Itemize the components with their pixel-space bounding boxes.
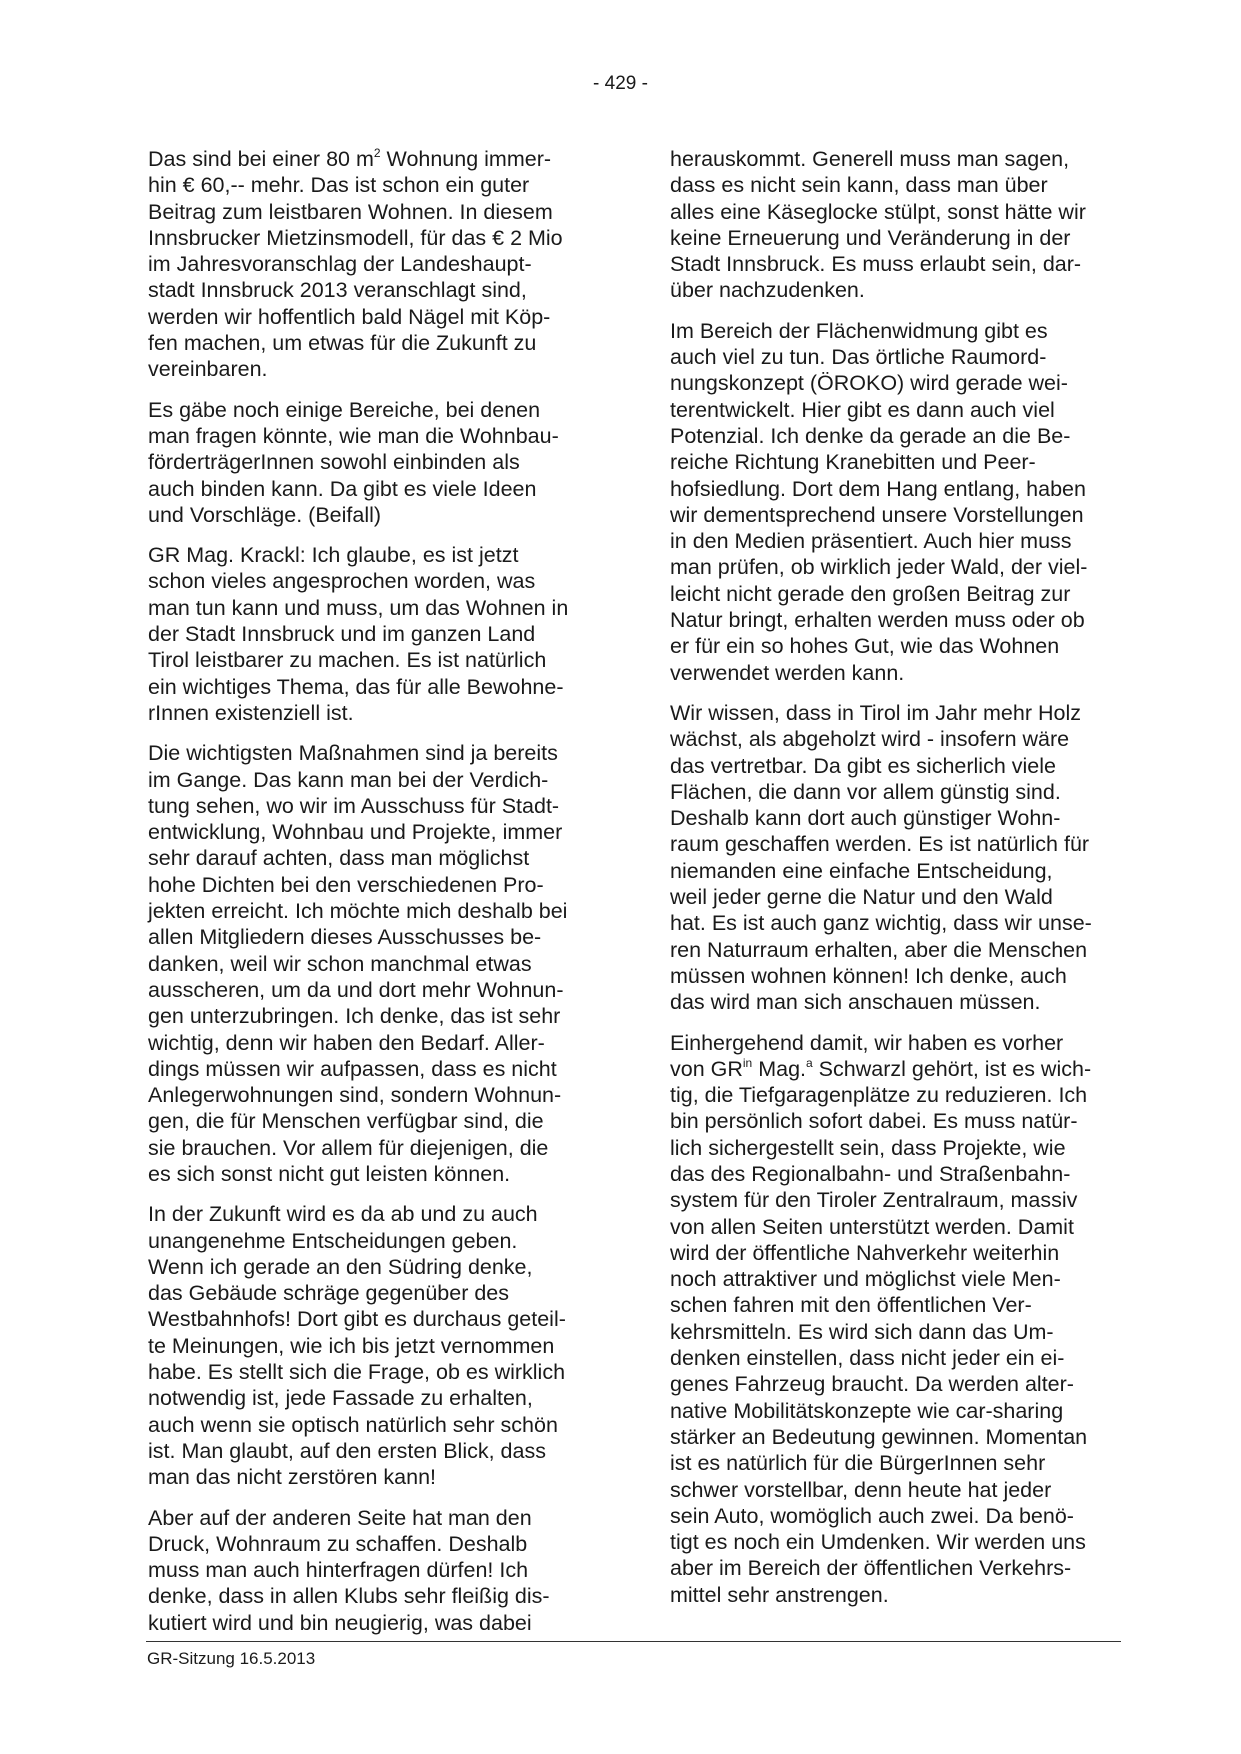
text-segment: das des Regionalbahn- und Straßenbahn-	[670, 1161, 1071, 1186]
text-segment: auch viel zu tun. Das örtliche Raumord-	[670, 345, 1047, 370]
text-line	[148, 647, 612, 673]
paragraph	[148, 740, 612, 1187]
text-segment: genes Fahrzeug braucht. Da werden alter-	[670, 1372, 1074, 1397]
text-line	[670, 805, 1132, 831]
text-segment: Es gäbe noch einige Bereiche, bei denen	[148, 397, 541, 422]
text-segment: unangenehme Entscheidungen geben.	[148, 1228, 518, 1253]
text-segment: Flächen, die dann vor allem günstig sind.	[670, 779, 1061, 804]
paragraph	[148, 542, 612, 726]
text-line	[670, 1555, 1132, 1581]
paragraph	[148, 1201, 612, 1490]
text-line	[670, 660, 1132, 686]
text-line	[148, 1108, 612, 1134]
text-segment: tung sehen, wo wir im Ausschuss für Stadt-	[148, 793, 560, 818]
text-segment: Wenn ich gerade an den Südring denke,	[148, 1254, 533, 1279]
text-line	[670, 581, 1132, 607]
text-segment: In der Zukunft wird es da ab und zu auch	[148, 1202, 538, 1227]
text-line	[148, 767, 612, 793]
footer-session-date: GR-Sitzung 16.5.2013	[147, 1649, 316, 1668]
text-line	[148, 1306, 612, 1332]
text-segment: verwendet werden kann.	[670, 660, 905, 685]
text-segment: keine Erneuerung und Veränderung in der	[670, 225, 1071, 250]
text-line	[148, 595, 612, 621]
text-line	[670, 1082, 1132, 1108]
text-line	[670, 423, 1132, 449]
text-segment: dass es nicht sein kann, dass man über	[670, 173, 1048, 198]
text-segment: hofsiedlung. Dort dem Hang entlang, haben	[670, 476, 1086, 501]
text-line	[148, 1359, 612, 1385]
text-line	[670, 910, 1132, 936]
text-segment: in den Medien präsentiert. Auch hier muss	[670, 529, 1072, 554]
text-segment: es sich sonst nicht gut leisten können.	[148, 1161, 511, 1186]
text-segment: ist es natürlich für die BürgerInnen sehr	[670, 1451, 1046, 1476]
text-line	[670, 1503, 1132, 1529]
text-segment: Schwarzl gehört, ist es wich-	[812, 1056, 1092, 1081]
text-line	[670, 554, 1132, 580]
text-segment: Mag.	[752, 1056, 807, 1081]
text-line	[148, 793, 612, 819]
text-line	[670, 1240, 1132, 1266]
text-line	[670, 858, 1132, 884]
text-line	[148, 1505, 612, 1531]
text-segment: leicht nicht gerade den großen Beitrag zur	[670, 581, 1071, 606]
text-segment: wichtig, denn wir haben den Bedarf. Aller-	[148, 1030, 545, 1055]
text-line	[148, 476, 612, 502]
text-line	[670, 1056, 1132, 1082]
text-segment: GR Mag. Krackl: Ich glaube, es ist jetzt	[148, 543, 519, 568]
text-segment: ausscheren, um da und dort mehr Wohnun-	[148, 977, 564, 1002]
text-segment: man prüfen, ob wirklich jeder Wald, der viel-	[670, 555, 1088, 580]
text-segment: bin persönlich sofort dabei. Es muss natür-	[670, 1109, 1078, 1134]
text-segment: schen fahren mit den öffentlichen Ver-	[670, 1293, 1032, 1318]
text-line	[670, 318, 1132, 344]
text-line	[148, 1557, 612, 1583]
text-segment: Beitrag zum leistbaren Wohnen. In diesem	[148, 199, 553, 224]
text-line	[670, 937, 1132, 963]
text-line	[148, 1464, 612, 1490]
text-segment: Druck, Wohnraum zu schaffen. Deshalb	[148, 1531, 528, 1556]
text-line	[148, 1030, 612, 1056]
text-line	[670, 1266, 1132, 1292]
text-segment: von GR	[670, 1056, 743, 1081]
text-line	[148, 872, 612, 898]
superscript: a	[806, 1055, 813, 1070]
text-segment: man tun kann und muss, um das Wohnen in	[148, 595, 569, 620]
text-segment: Natur bringt, erhalten werden muss oder ob	[670, 608, 1085, 633]
text-line	[670, 370, 1132, 396]
text-line	[148, 568, 612, 594]
text-segment: wächst, als abgeholzt wird - insofern wäre	[670, 727, 1070, 752]
text-segment: Die wichtigsten Maßnahmen sind ja bereits	[148, 741, 558, 766]
text-line	[670, 963, 1132, 989]
text-line	[148, 356, 612, 382]
text-line	[148, 542, 612, 568]
right-text-column	[670, 146, 1132, 1622]
text-segment: wird der öffentliche Nahverkehr weiterhin	[670, 1240, 1060, 1265]
text-segment: ist. Man glaubt, auf den ersten Blick, dass	[148, 1438, 546, 1463]
text-segment: notwendig ist, jede Fassade zu erhalten,	[148, 1386, 533, 1411]
text-line	[670, 146, 1132, 172]
text-line	[670, 172, 1132, 198]
text-segment: hat. Es ist auch ganz wichtig, dass wir unse-	[670, 911, 1092, 936]
text-segment: ren Naturraum erhalten, aber die Menschen	[670, 937, 1088, 962]
text-line	[670, 502, 1132, 528]
text-line	[670, 277, 1132, 303]
text-line	[670, 989, 1132, 1015]
text-segment: gen unterzubringen. Ich denke, das ist sehr	[148, 1004, 561, 1029]
text-line	[148, 330, 612, 356]
text-line	[670, 397, 1132, 423]
text-line	[148, 1333, 612, 1359]
text-line	[670, 1477, 1132, 1503]
text-segment: entwicklung, Wohnbau und Projekte, immer	[148, 820, 563, 845]
text-line	[148, 1531, 612, 1557]
text-segment: Wir wissen, dass in Tirol im Jahr mehr Holz	[670, 700, 1081, 725]
text-line	[670, 1529, 1132, 1555]
text-segment: Westbahnhofs! Dort gibt es durchaus geteil-	[148, 1307, 566, 1332]
text-segment: raum geschaffen werden. Es ist natürlich für	[670, 832, 1090, 857]
text-segment: denken einstellen, dass nicht jeder ein ei-	[670, 1346, 1065, 1371]
text-line	[148, 621, 612, 647]
left-text-column	[148, 146, 612, 1650]
text-segment: sie brauchen. Vor allem für diejenigen, die	[148, 1135, 549, 1160]
text-segment: alles eine Käseglocke stülpt, sonst hätte wir	[670, 199, 1086, 224]
text-segment: werden wir hoffentlich bald Nägel mit Köp-	[148, 304, 551, 329]
text-segment: lich sichergestellt sein, dass Projekte, wie	[670, 1135, 1066, 1160]
text-segment: förderträgerInnen sowohl einbinden als	[148, 450, 520, 475]
text-segment: schon vieles angesprochen worden, was	[148, 569, 536, 594]
text-segment: rInnen existenziell ist.	[148, 700, 354, 725]
paragraph	[670, 1030, 1132, 1609]
text-line	[670, 831, 1132, 857]
text-line	[670, 1135, 1132, 1161]
text-segment: te Meinungen, wie ich bis jetzt vernommen	[148, 1333, 555, 1358]
text-line	[148, 1201, 612, 1227]
text-line	[670, 726, 1132, 752]
text-segment: tig, die Tiefgaragenplätze zu reduzieren. Ich	[670, 1083, 1088, 1108]
text-segment: reiche Richtung Kranebitten und Peer-	[670, 450, 1036, 475]
text-segment: müssen wohnen können! Ich denke, auch	[670, 963, 1067, 988]
text-segment: der Stadt Innsbruck und im ganzen Land	[148, 622, 536, 647]
text-segment: Tirol leistbarer zu machen. Es ist natürlich	[148, 648, 547, 673]
text-line	[670, 1424, 1132, 1450]
text-line	[148, 819, 612, 845]
text-line	[670, 225, 1132, 251]
text-segment: hohe Dichten bei den verschiedenen Pro-	[148, 872, 544, 897]
text-segment: mittel sehr anstrengen.	[670, 1582, 889, 1607]
text-line	[670, 779, 1132, 805]
superscript: 2	[373, 146, 381, 160]
text-line	[148, 1161, 612, 1187]
text-segment: stadt Innsbruck 2013 veranschlagt sind,	[148, 278, 527, 303]
paragraph	[148, 146, 612, 383]
text-segment: denke, dass in allen Klubs sehr fleißig dis-	[148, 1584, 550, 1609]
text-line	[670, 1292, 1132, 1318]
text-segment: Potenzial. Ich denke da gerade an die Be-	[670, 423, 1071, 448]
text-segment: vereinbaren.	[148, 357, 268, 382]
text-line	[148, 199, 612, 225]
text-line	[148, 951, 612, 977]
text-line	[148, 1610, 612, 1636]
text-segment: Im Bereich der Flächenwidmung gibt es	[670, 318, 1048, 343]
text-segment: gen, die für Menschen verfügbar sind, die	[148, 1109, 544, 1134]
text-line	[148, 1135, 612, 1161]
text-segment: danken, weil wir schon manchmal etwas	[148, 951, 532, 976]
text-line	[148, 740, 612, 766]
text-line	[670, 1371, 1132, 1397]
footer-divider	[146, 1641, 1121, 1642]
text-segment: im Jahresvoranschlag der Landeshaupt-	[148, 252, 532, 277]
text-segment: Innsbrucker Mietzinsmodell, für das € 2 Mio	[148, 225, 563, 250]
text-segment: Anlegerwohnungen sind, sondern Wohnun-	[148, 1083, 562, 1108]
text-line	[670, 700, 1132, 726]
text-line	[148, 251, 612, 277]
text-segment: tigt es noch ein Umdenken. Wir werden uns	[670, 1530, 1086, 1555]
text-line	[148, 1056, 612, 1082]
text-segment: terentwickelt. Hier gibt es dann auch viel	[670, 397, 1055, 422]
text-line	[670, 1398, 1132, 1424]
text-line	[148, 1412, 612, 1438]
text-line	[670, 199, 1132, 225]
text-line	[148, 924, 612, 950]
paragraph	[670, 700, 1132, 1016]
text-line	[148, 1254, 612, 1280]
text-line	[148, 146, 612, 172]
text-line	[670, 476, 1132, 502]
paragraph	[670, 146, 1132, 304]
text-segment: das Gebäude schräge gegenüber des	[148, 1281, 509, 1306]
text-line	[148, 304, 612, 330]
text-segment: über nachzudenken.	[670, 278, 865, 303]
text-line	[148, 977, 612, 1003]
text-segment: das vertretbar. Da gibt es sicherlich viele	[670, 753, 1056, 778]
text-line	[148, 397, 612, 423]
text-line	[148, 674, 612, 700]
text-line	[148, 449, 612, 475]
text-segment: das wird man sich anschauen müssen.	[670, 990, 1041, 1015]
text-line	[148, 1438, 612, 1464]
text-segment: wir dementsprechend unsere Vorstellungen	[670, 502, 1084, 527]
text-line	[148, 1228, 612, 1254]
text-line	[670, 884, 1132, 910]
text-line	[148, 1003, 612, 1029]
text-line	[148, 1583, 612, 1609]
text-segment: im Gange. Das kann man bei der Verdich-	[148, 767, 549, 792]
text-line	[670, 1319, 1132, 1345]
text-segment: von allen Seiten unterstützt werden. Damit	[670, 1214, 1074, 1239]
text-segment: Das sind bei einer 80 m	[148, 147, 374, 171]
text-segment: kutiert wird und bin neugierig, was dabei	[148, 1610, 532, 1635]
paragraph	[148, 397, 612, 528]
text-line	[670, 607, 1132, 633]
text-line	[148, 1385, 612, 1411]
text-line	[670, 1030, 1132, 1056]
text-line	[148, 1082, 612, 1108]
text-segment: herauskommt. Generell muss man sagen,	[670, 147, 1070, 171]
text-segment: man fragen könnte, wie man die Wohnbau-	[148, 423, 559, 448]
text-segment: allen Mitgliedern dieses Ausschusses be-	[148, 925, 542, 950]
text-segment: auch binden kann. Da gibt es viele Ideen	[148, 476, 537, 501]
text-line	[670, 753, 1132, 779]
text-line	[670, 1582, 1132, 1608]
superscript: in	[742, 1055, 753, 1070]
text-line	[148, 172, 612, 198]
text-line	[148, 502, 612, 528]
text-line	[670, 1161, 1132, 1187]
text-segment: sehr darauf achten, dass man möglichst	[148, 846, 530, 871]
text-segment: ein wichtiges Thema, das für alle Bewohne-	[148, 674, 564, 699]
text-line	[670, 1187, 1132, 1213]
text-segment: system für den Tiroler Zentralraum, massiv	[670, 1188, 1078, 1213]
text-segment: aber im Bereich der öffentlichen Verkehrs-	[670, 1556, 1072, 1581]
text-segment: auch wenn sie optisch natürlich sehr schön	[148, 1412, 558, 1437]
text-segment: Aber auf der anderen Seite hat man den	[148, 1505, 532, 1530]
text-line	[148, 1280, 612, 1306]
text-segment: stärker an Bedeutung gewinnen. Momentan	[670, 1424, 1088, 1449]
text-segment: native Mobilitätskonzepte wie car-sharing	[670, 1398, 1064, 1423]
paragraph	[148, 1505, 612, 1636]
text-segment: hin € 60,-- mehr. Das ist schon ein guter	[148, 173, 530, 198]
text-segment: Einhergehend damit, wir haben es vorher	[670, 1030, 1064, 1055]
text-segment: er für ein so hohes Gut, wie das Wohnen	[670, 634, 1060, 659]
text-segment: weil jeder gerne die Natur und den Wald	[670, 885, 1053, 910]
paragraph	[670, 318, 1132, 686]
text-segment: jekten erreicht. Ich möchte mich deshalb bei	[148, 899, 568, 924]
text-line	[148, 423, 612, 449]
text-line	[148, 225, 612, 251]
text-segment: Wohnung immer-	[380, 147, 552, 171]
text-line	[670, 449, 1132, 475]
text-segment: fen machen, um etwas für die Zukunft zu	[148, 331, 537, 356]
text-line	[148, 700, 612, 726]
text-segment: und Vorschläge. (Beifall)	[148, 502, 382, 527]
text-line	[670, 344, 1132, 370]
text-segment: sein Auto, womöglich auch zwei. Da benö-	[670, 1503, 1074, 1528]
text-segment: nungskonzept (ÖROKO) wird gerade wei-	[670, 371, 1068, 396]
text-line	[670, 1108, 1132, 1134]
text-segment: schwer vorstellbar, denn heute hat jeder	[670, 1477, 1052, 1502]
text-segment: man das nicht zerstören kann!	[148, 1465, 437, 1490]
text-line	[670, 633, 1132, 659]
text-segment: noch attraktiver und möglichst viele Men-	[670, 1267, 1061, 1292]
page-number: - 429 -	[593, 73, 648, 94]
text-line	[670, 251, 1132, 277]
text-line	[148, 277, 612, 303]
text-line	[670, 1345, 1132, 1371]
text-segment: niemanden eine einfache Entscheidung,	[670, 858, 1053, 883]
text-line	[148, 898, 612, 924]
text-line	[670, 528, 1132, 554]
text-line	[670, 1214, 1132, 1240]
text-segment: habe. Es stellt sich die Frage, ob es wirklich	[148, 1360, 566, 1385]
text-segment: kehrsmitteln. Es wird sich dann das Um-	[670, 1319, 1054, 1344]
text-segment: muss man auch hinterfragen dürfen! Ich	[148, 1558, 529, 1583]
text-line	[148, 845, 612, 871]
text-segment: dings müssen wir aufpassen, dass es nicht	[148, 1056, 557, 1081]
text-segment: Stadt Innsbruck. Es muss erlaubt sein, dar-	[670, 252, 1082, 277]
text-line	[670, 1450, 1132, 1476]
text-segment: Deshalb kann dort auch günstiger Wohn-	[670, 806, 1061, 831]
